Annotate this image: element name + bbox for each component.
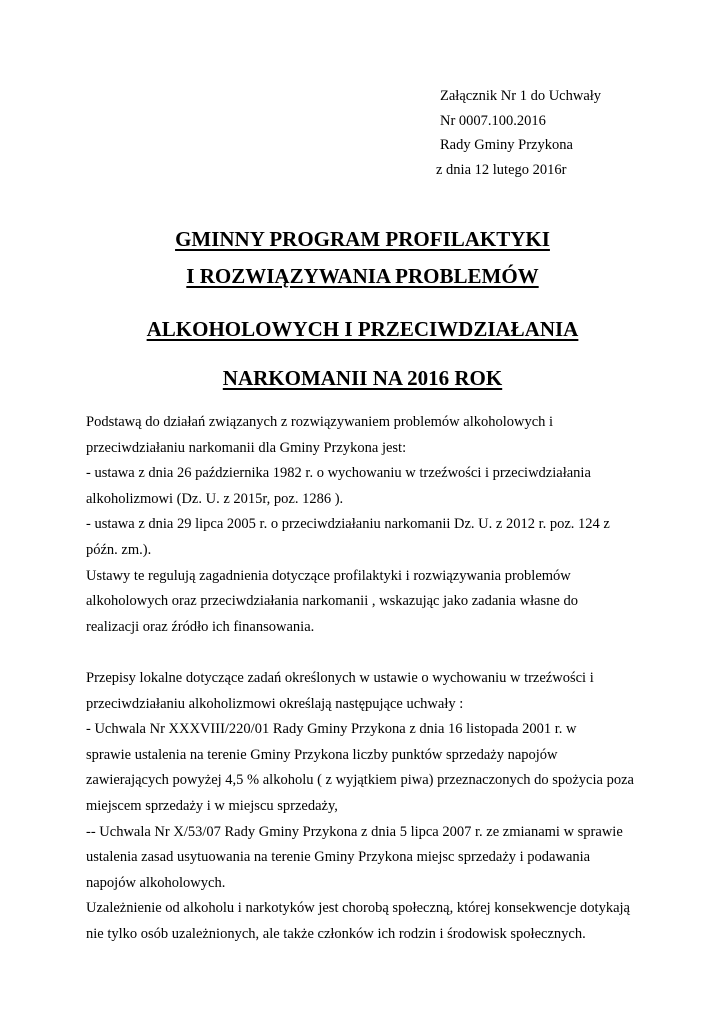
document-body <box>86 410 686 947</box>
annex-line: Rady Gminy Przykona <box>440 137 573 153</box>
body-text-line: przeciwdziałaniu narkomanii dla Gminy Przykona jest: <box>86 439 407 456</box>
body-text-line: - Uchwala Nr XXXVIII/220/01 Rady Gminy Przykona z dnia 16 listopada 2001 r. w <box>86 721 577 738</box>
body-text-line: nie tylko osób uzależnionych, ale także członków ich rodzin i środowisk społecznych. <box>86 925 586 942</box>
body-text-line: ustalenia zasad usytuowania na terenie Gminy Przykona miejsc sprzedaży i podawania <box>86 849 591 866</box>
paragraph-gap <box>86 640 686 666</box>
document-title-line: ALKOHOLOWYCH I PRZECIWDZIAŁANIA <box>146 317 579 341</box>
annex-line: z dnia 12 lutego 2016r <box>436 161 567 178</box>
body-text-line: zawierających powyżej 4,5 % alkoholu ( z wyjątkiem piwa) przeznaczonych do spożycia poza <box>86 772 634 789</box>
body-text-line: alkoholowych oraz przeciwdziałania narkomanii , wskazując jako zadania własne do <box>86 593 578 610</box>
body-text-line: przeciwdziałaniu alkoholizmowi określają następujące uchwały : <box>86 695 464 712</box>
body-text-line: - ustawa z dnia 29 lipca 2005 r. o przeciwdziałaniu narkomanii Dz. U. z 2012 r. poz. 124 z <box>86 516 610 533</box>
body-text-line: miejscem sprzedaży i w miejscu sprzedaży, <box>86 797 338 814</box>
annex-header <box>436 84 601 182</box>
document-title-line: GMINNY PROGRAM PROFILAKTYKI <box>175 227 550 251</box>
document-title-line: I ROZWIĄZYWANIA PROBLEMÓW <box>186 264 539 288</box>
body-text-line: późn. zm.). <box>86 541 152 558</box>
annex-line: Załącznik Nr 1 do Uchwały <box>440 88 602 104</box>
body-text-line: sprawie ustalenia na terenie Gminy Przykona liczby punktów sprzedaży napojów <box>86 746 558 763</box>
body-text-line: Przepisy lokalne dotyczące zadań określonych w ustawie o wychowaniu w trzeźwości i <box>86 669 594 686</box>
body-text-line: Ustawy te regulują zagadnienia dotyczące profilaktyki i rozwiązywania problemów <box>86 567 571 584</box>
annex-line: Nr 0007.100.2016 <box>440 112 546 129</box>
body-text-line: Uzależnienie od alkoholu i narkotyków jest chorobą społeczną, której konsekwencje dotykają <box>86 900 630 917</box>
body-text-line: realizacji oraz źródło ich finansowania. <box>86 618 315 635</box>
body-text-line: - ustawa z dnia 26 października 1982 r. o wychowaniu w trzeźwości i przeciwdziałania <box>86 465 591 482</box>
body-text-line: napojów alkoholowych. <box>86 874 226 891</box>
body-text-line: alkoholizmowi (Dz. U. z 2015r, poz. 1286 ). <box>86 490 344 507</box>
document-title-line: NARKOMANII NA 2016 ROK <box>222 366 503 390</box>
body-text-line: -- Uchwala Nr X/53/07 Rady Gminy Przykona z dnia 5 lipca 2007 r. ze zmianami w sprawie <box>86 823 623 840</box>
body-text-line: Podstawą do działań związanych z rozwiązywaniem problemów alkoholowych i <box>86 414 554 430</box>
